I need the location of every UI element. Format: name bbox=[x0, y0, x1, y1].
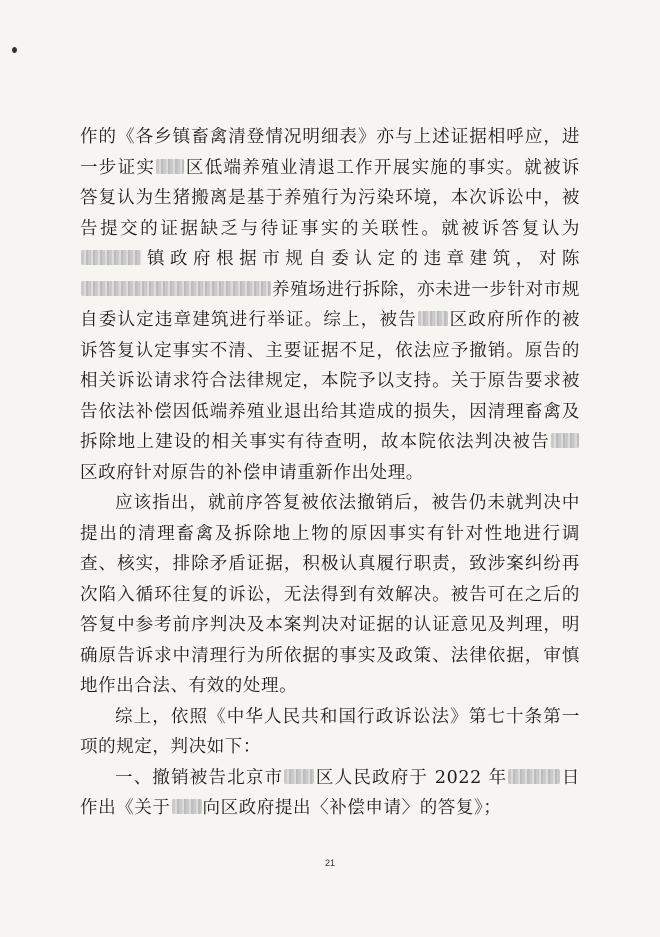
text-segment: 镇政府根据市规自委认定的违章建筑，对陈 bbox=[142, 249, 580, 269]
redaction-block bbox=[418, 311, 448, 326]
redaction-block bbox=[172, 799, 202, 814]
redaction-block bbox=[156, 159, 184, 174]
text-segment: 综上，依照《中华人民共和国行政诉讼法》第七十条第一项的规定，判决如下： bbox=[80, 706, 580, 757]
text-segment: 向区政府提出〈补偿申请〉的答复》； bbox=[202, 798, 502, 818]
redaction-block bbox=[81, 281, 271, 296]
scan-speck bbox=[12, 47, 17, 53]
text-segment: 区政府针对原告的补偿申请重新作出处理。 bbox=[80, 462, 424, 483]
paragraph bbox=[80, 763, 580, 824]
paragraph bbox=[80, 122, 580, 488]
text-segment: 区政府所作的被诉答复认定事实不清、主要证据不足，依法应予撤销。原告的相关诉讼请求符合法律规定，本院予以支持。关于原告要求被告依法补偿因低端养殖业退出给其造成的损失，因清理畜禽及拆除地上建设的相关事实有待查明，故本院依法判决被告 bbox=[80, 310, 580, 452]
text-segment: 养殖场进行拆除，亦未进一步针对市规自委认定违章建筑进行举证。综上，被告 bbox=[80, 279, 580, 330]
redaction-block bbox=[284, 769, 314, 784]
text-segment: 日作出《关于 bbox=[80, 767, 580, 818]
redaction-block bbox=[508, 769, 560, 784]
paragraph bbox=[80, 488, 580, 702]
paragraph bbox=[80, 702, 580, 763]
judgment-body-text bbox=[80, 122, 580, 824]
text-segment: 作的《各乡镇畜禽清登情况明细表》亦与上述证据相呼应，进一步证实 bbox=[80, 127, 580, 178]
text-segment: 一、撤销被告北京市 bbox=[115, 767, 284, 788]
redaction-block bbox=[81, 250, 141, 265]
text-segment: 区人民政府于 2022 年 bbox=[315, 767, 508, 788]
page-number: 21 bbox=[324, 858, 335, 868]
text-segment: 区低端养殖业清退工作开展实施的事实。就被诉答复认为生猪搬离是基于养殖行为污染环境，本次诉讼中，被告提交的证据缺乏与待证事实的关联性。就被诉答复认为 bbox=[80, 157, 580, 239]
redaction-block bbox=[551, 433, 579, 448]
text-segment: 应该指出，就前序答复被依法撤销后，被告仍未就判决中提出的清理畜禽及拆除地上物的原因事实有针对性地进行调查、核实，排除矛盾证据，积极认真履行职责，致涉案纠纷再次陷入循环往复的诉讼，无法得到有效解决。被告可在之后的答复中参考前序判决及本案判决对证据的认证意见及判理，明确原告诉求中清理行为所依据的事实及政策、法律依据，审慎地作出合法、有效的处理。 bbox=[80, 493, 580, 696]
